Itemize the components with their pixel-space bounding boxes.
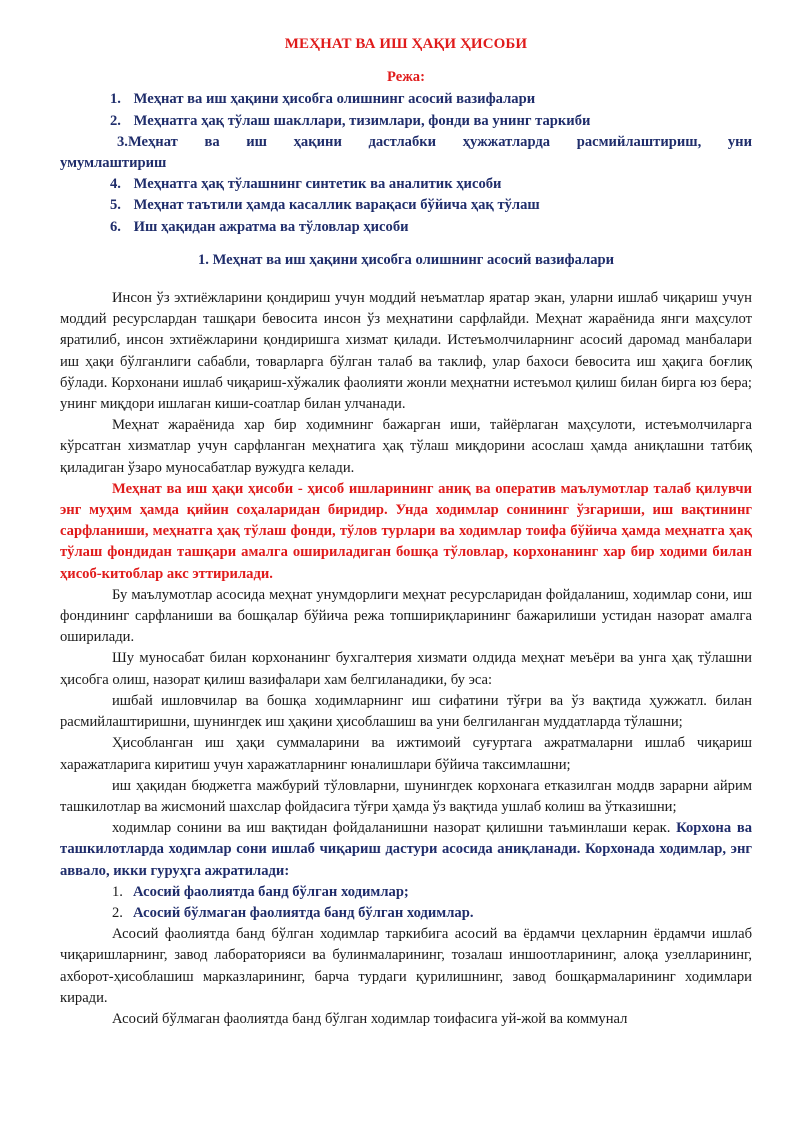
plan-item-number: 1. xyxy=(110,91,121,108)
body-paragraph: иш ҳақидан бюджетга мажбурий тўловларни, шунингдек корхонага етказилган моддв зарарни айрим ташкилотлар ва жисмоний шахслар фойдасига тўғри ҳамда ўз вақтида ушлаб колиш ва ўтказишни; xyxy=(60,777,752,815)
body-paragraph: Ҳисобланган иш ҳақи суммаларини ва ижтимоий суғуртага ажратмаларни ишлаб чиқариш харажатларига киритиш учун харажатларнинг юналишлари бўйича таксимлашни; xyxy=(60,735,752,773)
body-paragraph: Асосий бўлмаган фаолиятда банд бўлган ходимлар тоифасига уй-жой ва коммунал xyxy=(112,1010,628,1027)
plan-item-text: Меҳнат ва иш ҳақини ҳисобга олишнинг асосий вазифалари xyxy=(133,91,536,108)
group-item-number: 1. xyxy=(112,883,123,900)
plan-item-number: 2. xyxy=(110,112,121,129)
group-item xyxy=(60,882,752,903)
plan-item-text: Меҳнатга ҳақ тўлаш шакллари, тизимлари, фонди ва унинг таркиби xyxy=(133,112,591,129)
group-item-number: 2. xyxy=(112,904,123,921)
group-item-text: Асосий фаолиятда банд бўлган ходимлар; xyxy=(133,883,409,900)
plan-item-number: 3. xyxy=(117,133,128,150)
plan-item-continuation: умумлаштириш xyxy=(60,155,167,172)
document-title: МЕҲНАТ ВА ИШ ҲАҚИ ҲИСОБИ xyxy=(284,36,528,52)
body-paragraph xyxy=(60,818,752,882)
emphasized-text: Корхона ва ташкилотларда ходимлар сони ишлаб чиқариш дастури асосида аниқланади. Корхонада ходимлар, энг аввало, икки гуруҳга ажратилади: xyxy=(60,820,753,879)
plan-item xyxy=(60,174,752,195)
plan-label: Режа: xyxy=(387,69,425,86)
body-paragraph: Инсон ўз эхтиёжларини қондириш учун моддий неъматлар яратар экан, уларни ишлаб чиқариш учун моддий ресурслардан ташқари бевосита инсон ўз меҳнатини сарфлайди. Меҳнат жараёнида янги маҳсулот яратилиб, инсон эхтиёжларини қондиришга хизмат қилади. Истеъмолчиларнинг асосий даромад манбалари иш ҳақи бўлганлиги сабабли, товарларга бўлган талаб ва таклиф, улар бахоси бевосита иш ҳақига боғлиқ бўлади. Корхонани ишлаб чиқариш-хўжалик фаолияти жонли меҳнатни истеъмол қилиш билан бирга юз бера; унинг миқдори ишлаган киши-соатлар билан улчанади. xyxy=(60,290,752,413)
body-paragraph: Бу маълумотлар асосида меҳнат унумдорлиги меҳнат ресурсларидан фойдаланиш, ходимлар сони, иш фондининг сарфланиши ва бошқалар бўйича режа топшириқларининг бажарилиши устидан назорат амалга оширилади. xyxy=(60,586,752,646)
plan-item xyxy=(60,89,752,110)
plan-item-text: Иш ҳақидан ажратма ва тўловлар ҳисоби xyxy=(133,218,409,235)
plan-item-number: 5. xyxy=(110,197,121,214)
body-paragraph: ишбай ишловчилар ва бошқа ходимларнинг иш сифатини тўғри ва ўз вақтида ҳужжатл. билан расмийлаштиришни, шунингдек иш ҳақини ҳисоблашиш ва уни белгиланган муддатларда тўлашни; xyxy=(60,692,752,731)
employee-groups-list xyxy=(60,882,752,924)
section-heading: 1. Меҳнат ва иш ҳақини ҳисобга олишнинг асосий вазифалари xyxy=(197,251,615,268)
plan-item xyxy=(60,217,752,238)
paragraph-text: ходимлар сонини ва иш вақтидан фойдаланишни назорат қилишни таъминлаши керак. xyxy=(112,820,671,837)
body-paragraph: Меҳнат жараёнида хар бир ходимнинг бажарган иши, тайёрлаган маҳсулоти, истеъмолчиларга кўрсатган хизматлар учун сарфланган меҳнатига ҳақ тўлаш миқдорини асослаш ҳамда аниқлашни татбиқ қиладиган ўзаро муносабатлар вужудга келади. xyxy=(60,417,752,476)
plan-item-text: Меҳнат таътили ҳамда касаллик варақаси бўйича ҳақ тўлаш xyxy=(133,197,540,214)
plan-item-text: Меҳнатга ҳақ тўлашнинг синтетик ва аналитик ҳисоби xyxy=(133,176,502,193)
body-paragraph: Асосий фаолиятда банд бўлган ходимлар таркибига асосий ва ёрдамчи цехларнин ёрдамчи ишлаб чиқаришларнинг, завод лабораторияси ва булинмаларининг, тозалаш иншоотларининг, алоқа узелларининг, ахборот-ҳисоблашиш марказларининг, барча турдаги қурилишнинг, завод бошқармаларининг ходимлари киради. xyxy=(60,926,752,1006)
plan-item-number: 4. xyxy=(110,176,121,193)
plan-item-text: Меҳнат ва иш ҳақини дастлабки ҳужжатларда расмийлаштириш, уни xyxy=(127,133,752,150)
group-item xyxy=(60,903,752,924)
plan-item-number: 6. xyxy=(110,218,121,235)
plan-item xyxy=(60,111,752,132)
body-paragraph: Шу муносабат билан корхонанинг бухгалтерия хизмати олдида меҳнат меъёри ва унга ҳақ тўлашни ҳисобга олиш, назорат қилиш вазифалари хам белгиланадики, бу эса: xyxy=(60,650,752,688)
plan-list xyxy=(60,89,752,237)
document-page xyxy=(60,34,752,1030)
plan-item xyxy=(60,132,752,153)
highlighted-paragraph: Меҳнат ва иш ҳақи ҳисоби - ҳисоб ишларининг аниқ ва оператив маълумотлар талаб қилувчи энг муҳим ҳамда қийин соҳаларидан биридир. Унда ходимлар сонининг ўзгариши, иш вақтининг сарфланиши, меҳнатга ҳақ тўлаш фонди, тўлов турлари ва ходимлар тоифа бўйича ҳамда меҳнатга ҳақ тўлаш фондидан ташқари амалга ошириладиган бошқа тўловлар, корхонанинг хар бир ходими билан ҳисоб-китоблар акс эттирилади. xyxy=(60,480,752,582)
plan-item xyxy=(60,195,752,216)
group-item-text: Асосий бўлмаган фаолиятда банд бўлган ходимлар. xyxy=(133,904,474,921)
